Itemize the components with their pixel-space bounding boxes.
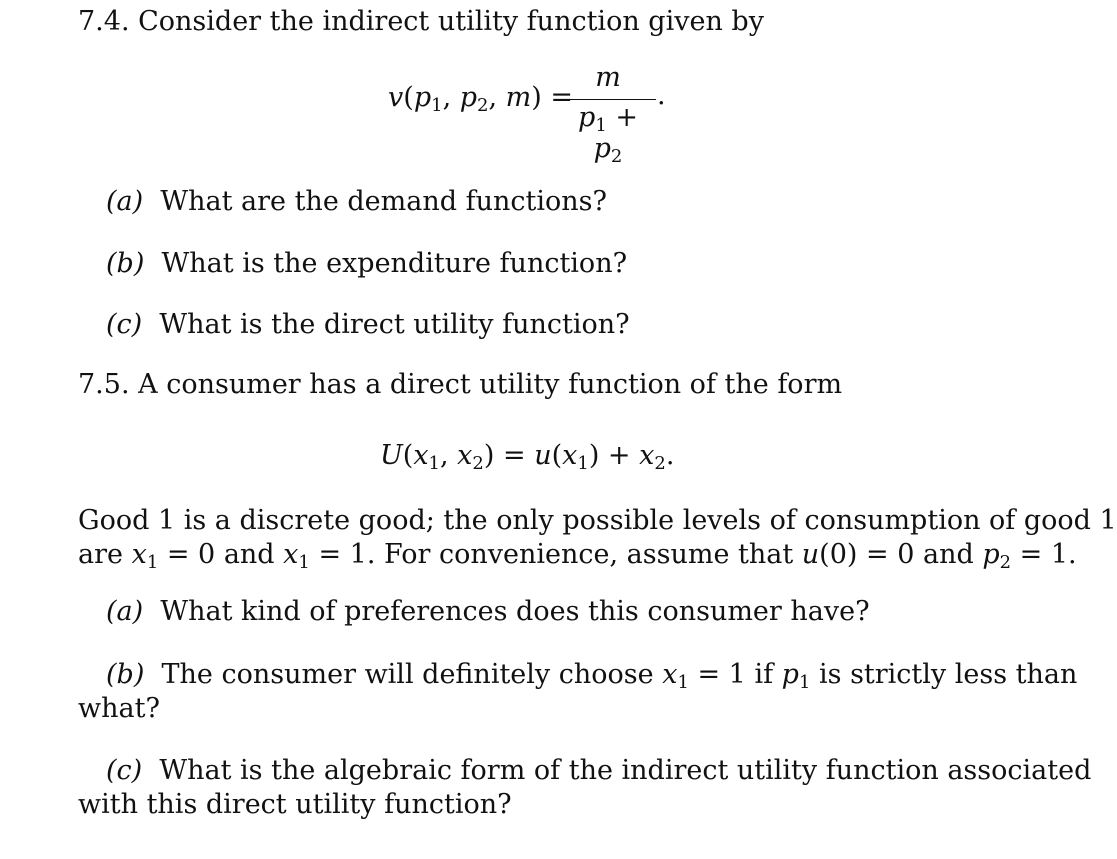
- equation-period: .: [657, 80, 666, 111]
- equation-fraction: [560, 62, 656, 167]
- part-7-4-c: [106, 309, 630, 340]
- context-line-2: are $x_1 = 0$ and $x_1 = 1$. For convenience, assume that u(0) = 0 and $p_2 = 1$.: [78, 539, 1077, 573]
- problem-7-4-heading: [78, 6, 764, 37]
- context-line-1: Good 1 is a discrete good; the only possible levels of consumption of good 1: [78, 505, 1117, 536]
- fraction-numerator: m: [560, 62, 656, 100]
- part-text: What are the demand functions?: [160, 186, 607, 217]
- context-paragraph: [78, 504, 1117, 572]
- part-line-2: what?: [78, 693, 160, 724]
- part-text: What is the algebraic form of the indirect utility function associated: [159, 755, 1092, 786]
- part-7-5-b: [78, 658, 1077, 726]
- part-label: (b): [106, 248, 145, 279]
- equation-lhs: $v(p_1$, $p_2$, m) =: [388, 82, 574, 116]
- direct-utility-equation: $U(x_1$, $x_2) = u(x_1) + x_2$.: [380, 440, 675, 474]
- part-line-2: with this direct utility function?: [78, 789, 512, 820]
- part-label: (c): [106, 755, 143, 786]
- part-label: (a): [106, 186, 144, 217]
- fraction-denominator: $p_1 + p_2$: [578, 102, 638, 167]
- problem-number: 7.5.: [78, 369, 130, 400]
- part-7-5-c: [78, 754, 1091, 822]
- problem-intro: A consumer has a direct utility function of the form: [138, 369, 843, 400]
- part-label: (b): [106, 659, 145, 690]
- part-7-5-a: [106, 596, 870, 627]
- part-line-1: (b) The consumer will definitely choose $x_1 = 1$ if $p_1$ is strictly less than: [106, 659, 1078, 693]
- part-7-4-b: [106, 248, 627, 279]
- part-label: (a): [106, 596, 144, 627]
- part-label: (c): [106, 309, 143, 340]
- problem-7-5-heading: [78, 369, 842, 400]
- part-text: What is the direct utility function?: [159, 309, 630, 340]
- part-line-1: [78, 754, 1091, 788]
- problem-intro: Consider the indirect utility function given by: [138, 6, 764, 37]
- part-text: What kind of preferences does this consumer have?: [160, 596, 870, 627]
- part-text: What is the expenditure function?: [161, 248, 628, 279]
- problem-number: 7.4.: [78, 6, 130, 37]
- part-7-4-a: [106, 186, 607, 217]
